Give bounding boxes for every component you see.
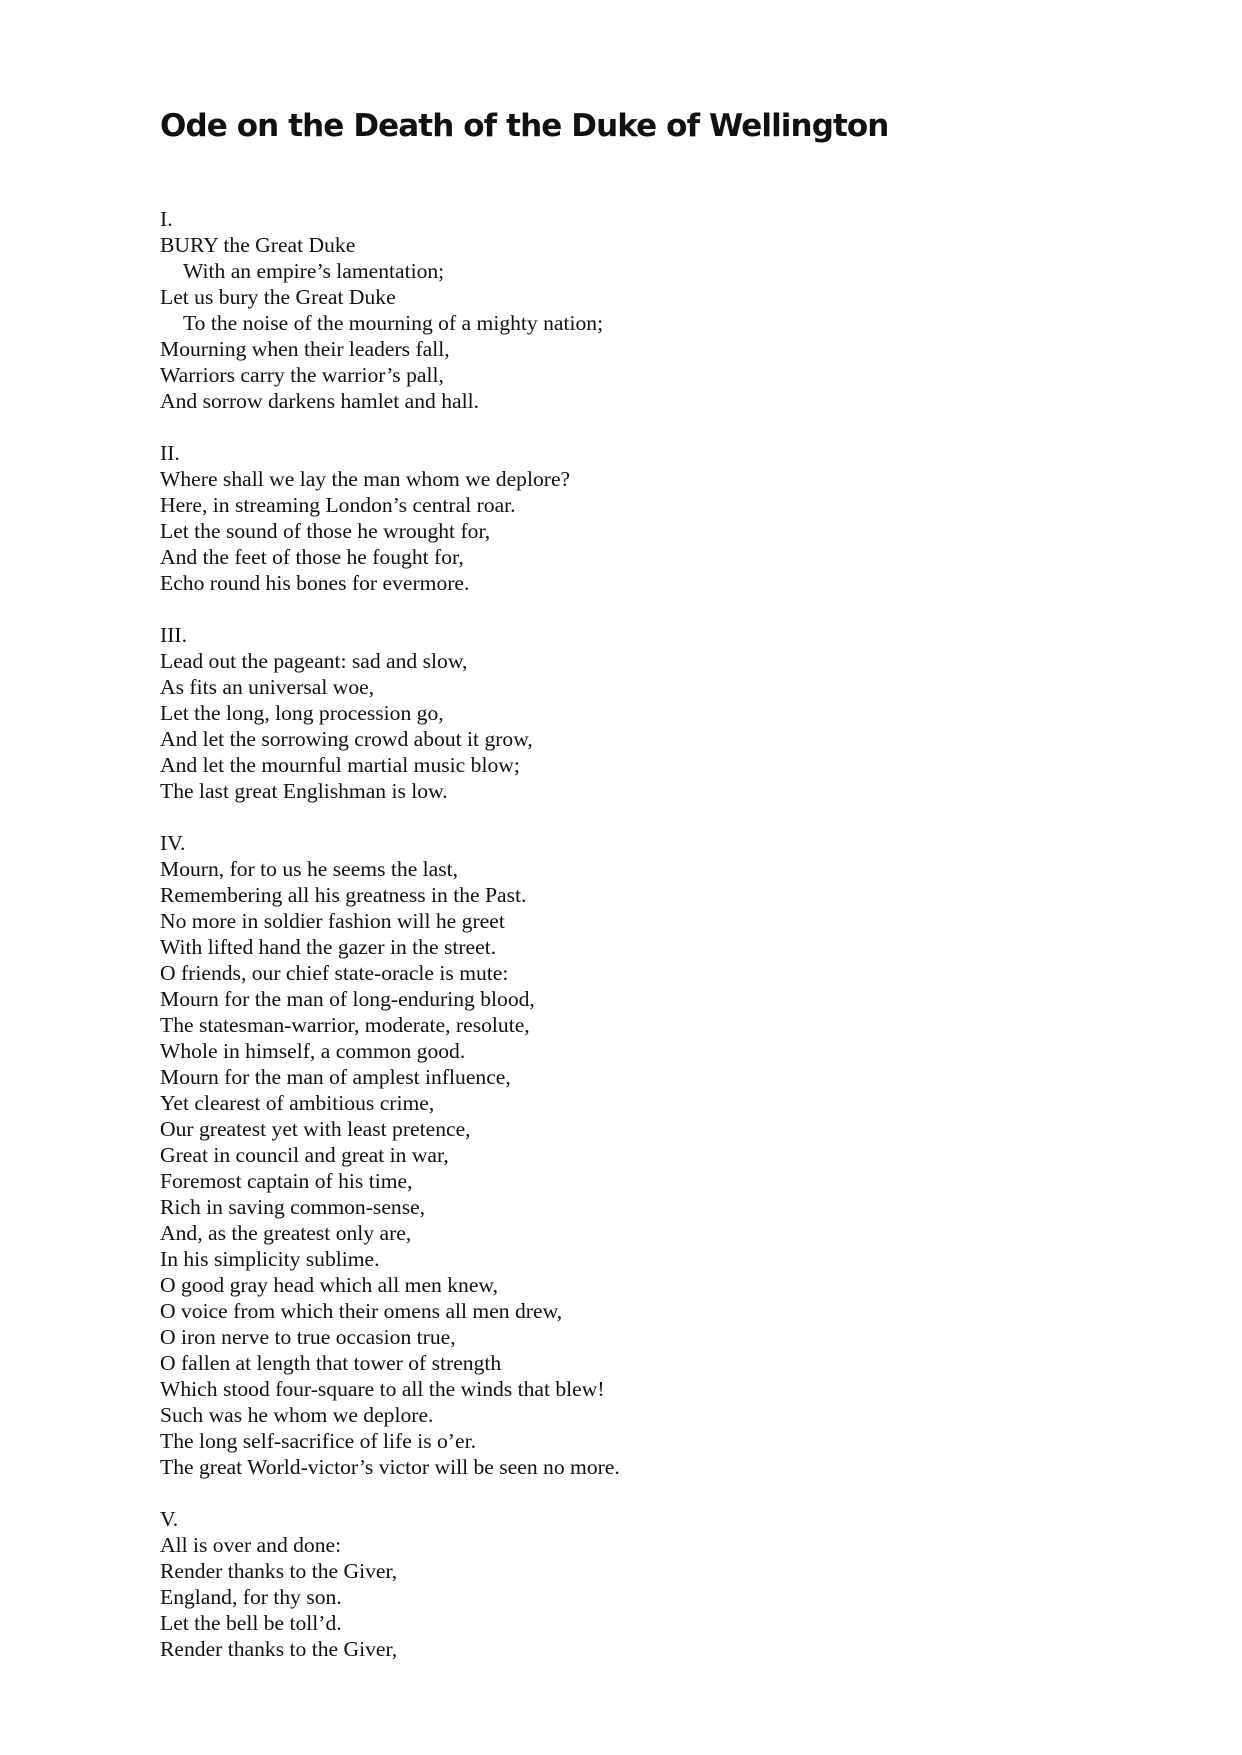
poem-line: Which stood four-square to all the winds that blew!	[160, 1377, 605, 1401]
poem-line: Mourn for the man of amplest influence,	[160, 1065, 511, 1089]
stanza-1	[160, 206, 1060, 414]
poem-line: Let us bury the Great Duke	[160, 285, 396, 309]
poem-line: To the noise of the mourning of a mighty nation;	[183, 311, 604, 335]
poem-line: All is over and done:	[160, 1533, 342, 1557]
poem-line: Yet clearest of ambitious crime,	[160, 1091, 435, 1115]
poem-line: In his simplicity sublime.	[160, 1247, 380, 1271]
poem-line: O good gray head which all men knew,	[160, 1273, 499, 1297]
poem-line: England, for thy son.	[160, 1585, 342, 1609]
poem-line: With lifted hand the gazer in the street.	[160, 935, 497, 959]
poem-line: Remembering all his greatness in the Past.	[160, 883, 527, 907]
poem-line: No more in soldier fashion will he greet	[160, 909, 505, 933]
poem-line: O friends, our chief state-oracle is mute:	[160, 961, 509, 985]
stanza-4	[160, 830, 1060, 1480]
poem-line: BURY the Great Duke	[160, 233, 356, 257]
poem-title: Ode on the Death of the Duke of Wellington	[160, 108, 889, 144]
poem-line: Our greatest yet with least pretence,	[160, 1117, 471, 1141]
poem-line: With an empire’s lamentation;	[183, 259, 445, 283]
stanza-3	[160, 622, 1060, 804]
poem-line: And let the mournful martial music blow;	[160, 753, 520, 777]
poem-line: Let the long, long procession go,	[160, 701, 444, 725]
stanza-numeral: I.	[160, 207, 173, 231]
poem-line: And sorrow darkens hamlet and hall.	[160, 389, 480, 413]
stanza-2	[160, 440, 1060, 596]
poem-line: Whole in himself, a common good.	[160, 1039, 466, 1063]
stanza-numeral: IV.	[160, 831, 186, 855]
poem-line: Echo round his bones for evermore.	[160, 571, 470, 595]
poem-line: The great World-victor’s victor will be seen no more.	[160, 1455, 620, 1479]
poem-line: O voice from which their omens all men drew,	[160, 1299, 563, 1323]
poem-line: Such was he whom we deplore.	[160, 1403, 434, 1427]
stanza-numeral: III.	[160, 623, 187, 647]
poem-line: The long self-sacrifice of life is o’er.	[160, 1429, 476, 1453]
poem-line: Render thanks to the Giver,	[160, 1637, 398, 1661]
poem-line: Here, in streaming London’s central roar.	[160, 493, 516, 517]
poem-line: Where shall we lay the man whom we deplore?	[160, 467, 571, 491]
stanza-5	[160, 1506, 1060, 1662]
poem-line: Lead out the pageant: sad and slow,	[160, 649, 468, 673]
stanza-numeral: II.	[160, 441, 180, 465]
poem-line: O fallen at length that tower of strength	[160, 1351, 502, 1375]
poem-line: And, as the greatest only are,	[160, 1221, 412, 1245]
poem-line: Mourn for the man of long-enduring blood,	[160, 987, 535, 1011]
poem-line: Warriors carry the warrior’s pall,	[160, 363, 444, 387]
stanza-numeral: V.	[160, 1507, 179, 1531]
poem-line: Render thanks to the Giver,	[160, 1559, 398, 1583]
poem-line: The last great Englishman is low.	[160, 779, 448, 803]
poem-line: Rich in saving common-sense,	[160, 1195, 426, 1219]
poem-line: Great in council and great in war,	[160, 1143, 449, 1167]
poem-line: Let the sound of those he wrought for,	[160, 519, 491, 543]
poem-body	[160, 206, 1060, 1688]
poem-line: Foremost captain of his time,	[160, 1169, 413, 1193]
poem-line: Mourn, for to us he seems the last,	[160, 857, 459, 881]
poem-line: As fits an universal woe,	[160, 675, 375, 699]
poem-line: Mourning when their leaders fall,	[160, 337, 450, 361]
poem-line: And the feet of those he fought for,	[160, 545, 464, 569]
poem-line: The statesman-warrior, moderate, resolute,	[160, 1013, 530, 1037]
poem-line: Let the bell be toll’d.	[160, 1611, 342, 1635]
poem-line: O iron nerve to true occasion true,	[160, 1325, 456, 1349]
poem-line: And let the sorrowing crowd about it grow,	[160, 727, 533, 751]
